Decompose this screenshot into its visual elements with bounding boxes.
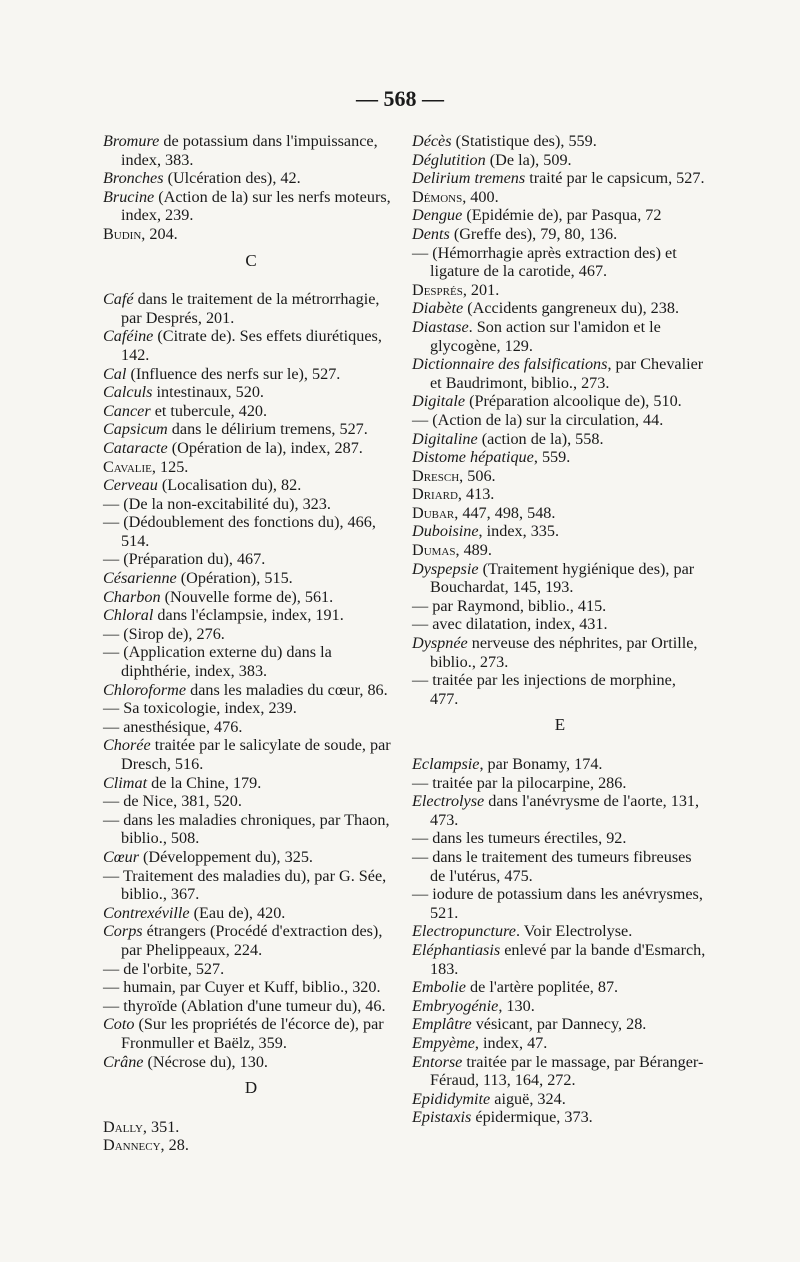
index-entry — [103, 383, 399, 402]
index-entry — [412, 774, 708, 793]
index-entry — [103, 225, 399, 244]
index-entry — [412, 151, 708, 170]
entry-term: Dannecy — [103, 1136, 161, 1155]
index-entry — [412, 941, 708, 978]
entry-term: Eléphantiasis — [412, 940, 501, 959]
index-entry — [412, 541, 708, 560]
entry-text: traitée par le massage, par Béranger-Féraud, 113, 164, 272. — [430, 1052, 704, 1090]
index-entry — [103, 997, 399, 1016]
entry-text: (Traitement hygiénique des), par Bouchardat, 145, 193. — [430, 559, 695, 597]
entry-term: Déglutition — [412, 150, 486, 169]
entry-term: Diastase — [412, 317, 469, 336]
entry-term: Décès — [412, 132, 452, 150]
index-entry — [412, 885, 708, 922]
index-entry — [412, 1053, 708, 1090]
index-entry — [412, 634, 708, 671]
index-entry — [103, 960, 399, 979]
entry-text: — iodure de potassium dans les anévrysmes, 521. — [412, 885, 703, 922]
entry-text: étrangers (Procédé d'extraction des), par Phelippeaux, 224. — [121, 922, 383, 959]
entry-text: — traitée par les injections de morphine, 477. — [412, 671, 676, 708]
entry-text: , 400. — [462, 187, 499, 206]
entry-term: Dengue — [412, 206, 463, 225]
index-entry — [412, 299, 708, 318]
index-entry — [412, 169, 708, 188]
entry-term: Dyspepsie — [412, 559, 479, 578]
entry-term: Corps — [103, 922, 143, 941]
index-entry — [103, 420, 399, 439]
index-entry — [103, 699, 399, 718]
entry-text: , par Chevalier et Baudrimont, biblio., 273. — [430, 355, 704, 392]
entry-text: (Citrate de). Ses effets diurétiques, 142. — [121, 327, 382, 364]
entry-term: Electrolyse — [412, 792, 485, 811]
entry-text: (action de la), 558. — [477, 429, 604, 448]
left-column — [103, 132, 399, 1155]
entry-text: , 204. — [141, 224, 178, 243]
entry-term: Brucine — [103, 187, 155, 206]
entry-term: Coto — [103, 1015, 135, 1034]
entry-term: Eclampsie — [412, 755, 480, 773]
entry-text: (Localisation du), 82. — [157, 476, 302, 495]
entry-term: Charbon — [103, 587, 161, 606]
entry-term: Chloral — [103, 606, 154, 625]
entry-term: Budin — [103, 224, 142, 243]
index-entry — [103, 169, 399, 188]
index-entry — [103, 606, 399, 625]
entry-text: (Accidents gangreneux du), 238. — [463, 299, 680, 318]
index-entry — [412, 281, 708, 300]
entry-text: — (Action de la) sur la circulation, 44. — [412, 410, 664, 429]
entry-text: intestinaux, 520. — [152, 383, 264, 402]
entry-text: — de Nice, 381, 520. — [103, 792, 242, 811]
entry-term: Empyème — [412, 1033, 475, 1052]
index-entry — [412, 1034, 708, 1053]
entry-text: — Sa toxicologie, index, 239. — [103, 699, 297, 718]
entry-term: Calculs — [103, 383, 153, 402]
entry-term: Capsicum — [103, 420, 168, 439]
index-entry — [103, 922, 399, 959]
entry-text: — par Raymond, biblio., 415. — [412, 596, 607, 615]
index-entry — [103, 1015, 399, 1052]
entry-term: Cerveau — [103, 476, 158, 495]
entry-text: enlevé par la bande d'Esmarch, 183. — [430, 940, 706, 978]
entry-text: — avec dilatation, index, 431. — [412, 615, 608, 634]
entry-text: de potassium dans l'impuissance, index, 383. — [121, 132, 378, 169]
entry-text: , 125. — [151, 457, 189, 476]
index-entry — [103, 588, 399, 607]
entry-text: , 201. — [462, 280, 500, 299]
entry-term: Diabète — [412, 299, 464, 318]
index-entry — [103, 904, 399, 923]
entry-term: Digitale — [412, 392, 466, 411]
entry-text: — (Hémorrhagie après extraction des) et ligature de la carotide, 467. — [412, 243, 677, 281]
entry-text: (Opération), 515. — [176, 569, 293, 588]
section-letter: D — [244, 1078, 258, 1098]
entry-text: (Statistique des), 559. — [451, 132, 597, 150]
entry-text: (Nouvelle forme de), 561. — [160, 587, 334, 606]
index-entry — [103, 736, 399, 773]
index-entry — [412, 132, 708, 151]
entry-text: , 130. — [498, 996, 535, 1015]
index-entry — [103, 681, 399, 700]
index-entry — [412, 430, 708, 449]
entry-term: Epididymite — [412, 1089, 491, 1108]
index-entry — [103, 458, 399, 477]
index-entry — [103, 402, 399, 421]
entry-text: — de l'orbite, 527. — [103, 959, 225, 978]
index-entry — [103, 327, 399, 364]
entry-term: Dents — [412, 224, 450, 243]
entry-term: Chorée — [103, 736, 151, 755]
entry-term: Embolie — [412, 978, 466, 997]
entry-text: (Greffe des), 79, 80, 136. — [449, 224, 618, 243]
section-letter: C — [245, 250, 257, 270]
entry-text: — dans le traitement des tumeurs fibreuses de l'utérus, 475. — [412, 847, 692, 885]
entry-term: Dresch — [412, 466, 460, 485]
entry-text: — dans les maladies chroniques, par Thaon, biblio., 508. — [103, 810, 390, 848]
entry-text: de la Chine, 179. — [147, 773, 262, 792]
entry-term: Delirium tremens — [412, 169, 526, 188]
index-entry — [412, 504, 708, 523]
index-entry — [103, 569, 399, 588]
entry-term: Cal — [103, 364, 127, 383]
index-entry — [412, 318, 708, 355]
entry-term: Cataracte — [103, 438, 168, 457]
index-entry — [412, 671, 708, 708]
entry-text: — traitée par la pilocarpine, 286. — [412, 773, 627, 792]
index-entry — [412, 597, 708, 616]
index-entry — [412, 225, 708, 244]
index-entry — [412, 755, 708, 774]
entry-text: . Son action sur l'amidon et le glycogène, 129. — [430, 317, 661, 355]
index-entry — [103, 439, 399, 458]
entry-term: Cœur — [103, 847, 139, 866]
index-entry — [103, 188, 399, 225]
entry-term: Dyspnée — [412, 634, 468, 653]
entry-text: (Influence des nerfs sur le), 527. — [126, 364, 341, 383]
entry-term: Embryogénie — [412, 996, 499, 1015]
index-entry — [103, 365, 399, 384]
index-entry — [412, 615, 708, 634]
entry-text: — (Préparation du), 467. — [103, 550, 266, 569]
index-entry — [412, 355, 708, 392]
entry-text: (De la), 509. — [485, 150, 572, 169]
entry-term: Duboisine — [412, 522, 479, 541]
entry-term: Climat — [103, 773, 148, 792]
index-entry — [103, 848, 399, 867]
entry-text: (Sur les propriétés de l'écorce de), par Fronmuller et Baëlz, 359. — [121, 1015, 384, 1052]
entry-text: , 506. — [459, 466, 496, 485]
index-entry — [103, 978, 399, 997]
entry-term: Emplâtre — [412, 1015, 472, 1034]
index-entry — [412, 206, 708, 225]
entry-text: nerveuse des néphrites, par Ortille, biblio., 273. — [430, 634, 698, 671]
index-entry — [103, 476, 399, 495]
index-entry — [412, 522, 708, 541]
entry-text: (Préparation alcoolique de), 510. — [465, 392, 682, 411]
index-entry — [412, 978, 708, 997]
entry-term: Bronches — [103, 169, 164, 188]
right-column — [412, 132, 708, 1127]
entry-term: Crâne — [103, 1052, 144, 1071]
page-number: — 568 — — [356, 86, 444, 111]
entry-text: (Ulcération des), 42. — [163, 169, 301, 188]
entry-text: dans l'anévrysme de l'aorte, 131, 473. — [430, 792, 700, 829]
entry-term: Dumas — [412, 541, 456, 560]
index-entry — [412, 467, 708, 486]
index-entry — [412, 448, 708, 467]
index-entry — [412, 848, 708, 885]
index-entry — [103, 495, 399, 514]
index-entry — [412, 392, 708, 411]
entry-term: Electropuncture — [412, 922, 516, 941]
entry-text: (Epidémie de), par Pasqua, 72 — [462, 206, 662, 225]
entry-term: Chloroforme — [103, 680, 187, 699]
entry-text: aiguë, 324. — [490, 1089, 566, 1108]
entry-text: (Opération de la), index, 287. — [167, 438, 363, 457]
index-entry — [103, 550, 399, 569]
entry-text: (Action de la) sur les nerfs moteurs, index, 239. — [121, 187, 391, 225]
entry-text: (Nécrose du), 130. — [143, 1052, 268, 1071]
index-entry — [412, 829, 708, 848]
entry-term: Després — [412, 280, 463, 299]
index-entry — [103, 1053, 399, 1072]
entry-text: dans les maladies du cœur, 86. — [186, 680, 388, 699]
entry-term: Bromure — [103, 132, 160, 150]
entry-term: Caféine — [103, 327, 154, 346]
index-entry — [103, 774, 399, 793]
index-entry — [103, 1136, 399, 1155]
entry-text: épidermique, 373. — [471, 1108, 593, 1127]
section-letter: E — [554, 715, 566, 735]
entry-term: Café — [103, 290, 134, 309]
entry-text: — (Application externe du) dans la diphthérie, index, 383. — [103, 643, 332, 681]
index-entry — [103, 811, 399, 848]
index-entry — [412, 997, 708, 1016]
entry-text: — thyroïde (Ablation d'une tumeur du), 46. — [103, 996, 386, 1015]
entry-term: Entorse — [412, 1052, 463, 1071]
entry-term: Dubar — [412, 503, 455, 522]
entry-text: traité par le capsicum, 527. — [525, 169, 705, 188]
entry-text: — (De la non-excitabilité du), 323. — [103, 494, 331, 513]
index-entry — [412, 188, 708, 207]
index-entry — [412, 1015, 708, 1034]
entry-term: Driard — [412, 485, 458, 504]
entry-text: , 351. — [142, 1117, 180, 1136]
entry-text: — anesthésique, 476. — [103, 717, 243, 736]
entry-text: . Voir Electrolyse. — [516, 922, 633, 941]
entry-text: , 28. — [160, 1136, 189, 1155]
entry-text: — (Dédoublement des fonctions du), 466, 514. — [103, 513, 376, 550]
index-entry — [103, 513, 399, 550]
entry-text: , 413. — [457, 485, 495, 504]
entry-text: , 447, 498, 548. — [454, 503, 556, 522]
entry-text: — (Sirop de), 276. — [103, 624, 225, 643]
entry-text: , index, 47. — [474, 1033, 548, 1052]
entry-text: et tubercule, 420. — [150, 401, 268, 420]
index-entry — [103, 132, 399, 169]
entry-text: — humain, par Cuyer et Kuff, biblio., 320. — [103, 978, 381, 997]
entry-text: , 559. — [533, 448, 571, 467]
index-entry — [103, 290, 399, 327]
index-entry — [412, 560, 708, 597]
entry-text: (Développement du), 325. — [139, 847, 313, 866]
index-entry — [103, 643, 399, 680]
entry-text: dans le traitement de la métrorrhagie, par Després, 201. — [121, 290, 380, 327]
index-entry — [103, 867, 399, 904]
entry-text: — Traitement des maladies du), par G. Sée, biblio., 367. — [103, 866, 387, 904]
entry-term: Contrexéville — [103, 903, 190, 922]
entry-text: de l'artère poplitée, 87. — [465, 978, 619, 997]
index-entry — [103, 792, 399, 811]
entry-text: dans le délirium tremens, 527. — [167, 420, 368, 439]
index-entry — [103, 1118, 399, 1137]
index-entry — [103, 718, 399, 737]
entry-term: Césarienne — [103, 569, 177, 588]
entry-text: (Eau de), 420. — [189, 903, 286, 922]
entry-text: vésicant, par Dannecy, 28. — [471, 1015, 647, 1034]
entry-term: Dictionnaire des falsifications — [412, 355, 608, 374]
entry-text: traitée par le salicylate de soude, par Dresch, 516. — [121, 736, 391, 773]
index-entry — [412, 244, 708, 281]
entry-text: , index, 335. — [478, 522, 560, 541]
entry-term: Dally — [103, 1117, 143, 1136]
index-entry — [412, 485, 708, 504]
entry-term: Epistaxis — [412, 1108, 472, 1127]
index-entry — [412, 1090, 708, 1109]
entry-term: Cancer — [103, 401, 151, 420]
entry-text: dans l'éclampsie, index, 191. — [153, 606, 344, 625]
entry-term: Cavalie — [103, 457, 152, 476]
index-entry — [412, 411, 708, 430]
entry-term: Digitaline — [412, 429, 478, 448]
entry-term: Démons — [412, 187, 463, 206]
index-entry — [412, 792, 708, 829]
entry-term: Distome hépatique — [412, 448, 534, 467]
index-entry — [412, 922, 708, 941]
entry-text: — dans les tumeurs érectiles, 92. — [412, 829, 627, 848]
index-entry — [103, 625, 399, 644]
entry-text: , 489. — [455, 541, 492, 560]
entry-text: , par Bonamy, 174. — [479, 755, 603, 773]
index-entry — [412, 1108, 708, 1127]
